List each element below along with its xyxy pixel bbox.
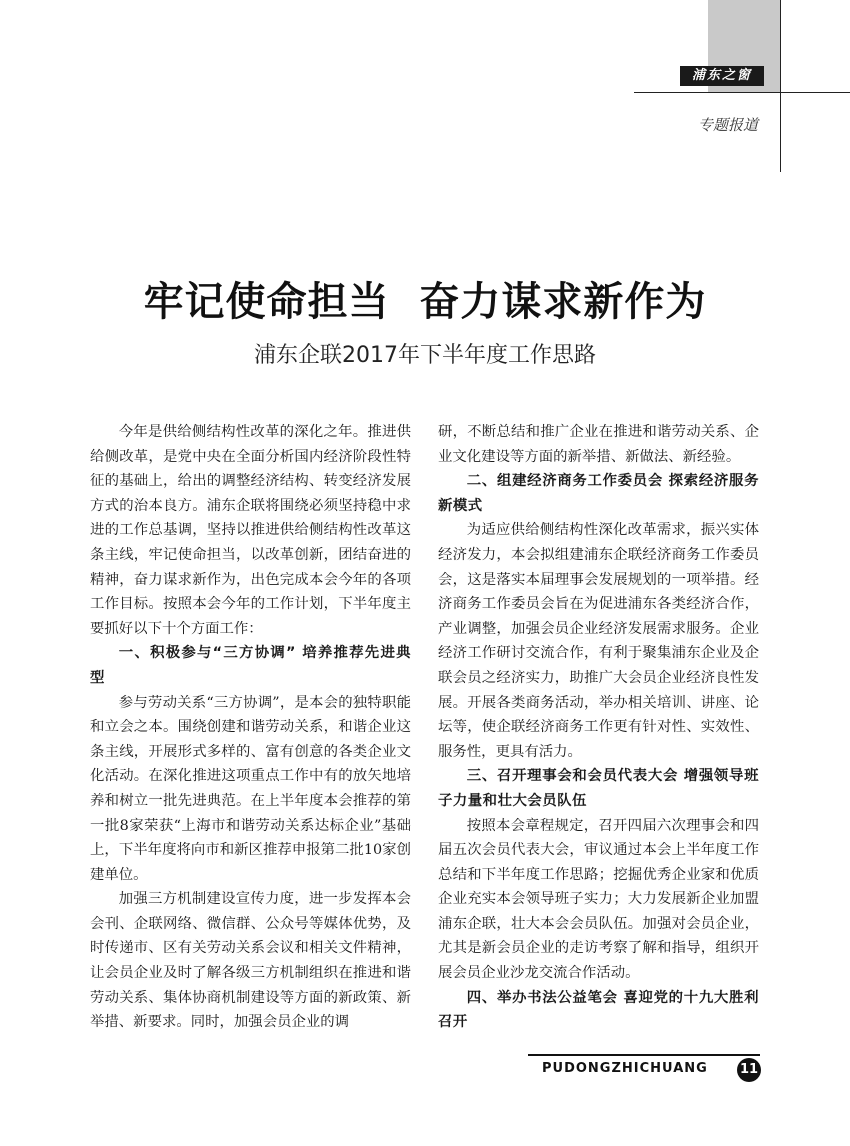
header-horizontal-rule: [634, 92, 850, 93]
body-paragraph: 加强三方机制建设宣传力度，进一步发挥本会会刊、企联网络、微信群、公众号等媒体优势，及时传递市、区有关劳动关系会议和相关文件精神，让会员企业及时了解各级三方机制组织在推进和谐劳动关系、集体协商机制建设等方面的新政策、新举措、新要求。同时，加强会员企业的调: [90, 891, 411, 1031]
section-label: 专题报道: [697, 116, 758, 134]
section-heading: 二、组建经济商务工作委员会 探索经济服务新模式: [438, 473, 759, 514]
footer-magazine-name: PUDONGZHICHUANG: [542, 1061, 708, 1076]
body-paragraph: 按照本会章程规定，召开四届六次理事会和四届五次会员代表大会，审议通过本会上半年度工作总结和下半年度工作思路；挖掘优秀企业家和优质企业充实本会领导班子实力；大力发展新企业加盟浦东企联，壮大本会会员队伍。加强对会员企业，尤其是新会员企业的走访考察了解和指导，组织开展会员企业沙龙交流合作活动。: [438, 817, 759, 982]
header-vertical-rule: [780, 0, 781, 172]
magazine-logo: 浦东之窗: [680, 66, 764, 86]
left-column: [90, 420, 411, 1035]
footer-rule: [528, 1054, 760, 1056]
section-heading: 三、召开理事会和会员代表大会 增强领导班子力量和壮大会员队伍: [438, 768, 759, 809]
article-title: 牢记使命担当 奋力谋求新作为: [143, 278, 707, 325]
section-heading: 四、举办书法公益笔会 喜迎党的十九大胜利召开: [438, 989, 759, 1031]
body-paragraph: 研，不断总结和推广企业在推进和谐劳动关系、企业文化建设等方面的新举措、新做法、新经验。: [438, 424, 759, 465]
right-column: [438, 420, 759, 1035]
body-paragraph: 为适应供给侧结构性深化改革需求，振兴实体经济发力，本会拟组建浦东企联经济商务工作委员会，这是落实本届理事会发展规划的一项举措。经济商务工作委员会旨在为促进浦东各类经济合作，产业调整，加强会员企业经济发展需求服务。企业经济工作研讨交流合作，有利于聚集浦东企业及企联会员之经济实力，助推广大会员企业经济良性发展。开展各类商务活动，举办相关培训、讲座、论坛等，使企联经济商务工作更有针对性、实效性、服务性，更具有活力。: [438, 522, 759, 760]
body-paragraph: 参与劳动关系“三方协调”，是本会的独特职能和立会之本。围绕创建和谐劳动关系，和谐企业这条主线，开展形式多样的、富有创意的各类企业文化活动。在深化推进这项重点工作中有的放矢地培养和树立一批先进典范。在上半年度本会推荐的第一批8家荣获“上海市和谐劳动关系达标企业”基础上，下半年度将向市和新区推荐申报第二批10家创建单位。: [90, 694, 411, 883]
body-paragraph: 今年是供给侧结构性改革的深化之年。推进供给侧改革，是党中央在全面分析国内经济阶段性特征的基础上，给出的调整经济结构、转变经济发展方式的治本良方。浦东企联将围绕必须坚持稳中求进的工作总基调，坚持以推进供给侧结构性改革这条主线，牢记使命担当，以改革创新，团结奋进的精神，奋力谋求新作为，出色完成本会今年的各项工作目标。按照本会今年的工作计划，下半年度主要抓好以下十个方面工作：: [90, 424, 411, 637]
page-number: 11: [737, 1058, 761, 1082]
section-heading: 一、积极参与“三方协调” 培养推荐先进典型: [90, 645, 411, 686]
article-subtitle: 浦东企联2017年下半年度工作思路: [254, 343, 596, 368]
